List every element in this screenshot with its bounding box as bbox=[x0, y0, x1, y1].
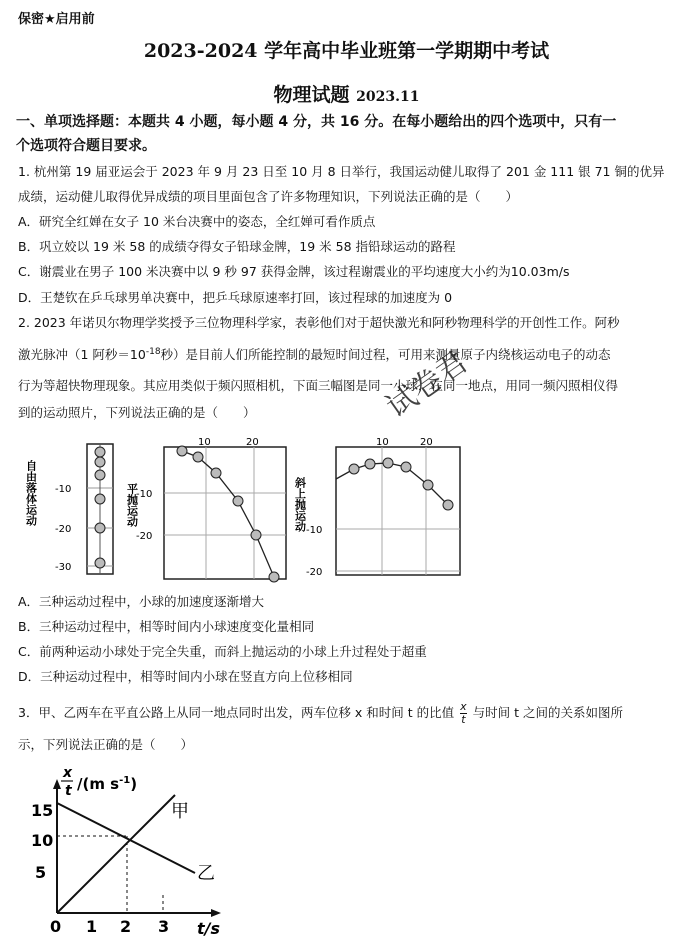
q3-graph bbox=[25, 765, 240, 937]
fig3-tick: -10 bbox=[306, 525, 323, 536]
fig3-ball bbox=[349, 464, 359, 474]
fig3-ball bbox=[423, 480, 433, 490]
q2-stem-line2a: 激光脉冲（1 阿秒＝10 bbox=[18, 347, 146, 362]
fig1-label: 自由落体运动 bbox=[24, 460, 38, 526]
exam-date: 2023.11 bbox=[356, 89, 420, 105]
fig1-tick: -30 bbox=[55, 562, 72, 573]
q2-stem-line1: 2. 2023 年诺贝尔物理学奖授予三位物理科学家，表彰他们对于超快激光和阿秒物理科学的开创性工作。阿秒 bbox=[18, 315, 620, 330]
fig2-ball bbox=[193, 452, 203, 462]
fig1-ball bbox=[95, 447, 105, 457]
q2-option-d: D．三种运动过程中，相等时间内小球在竖直方向上位移相同 bbox=[18, 669, 353, 684]
fig3-ball bbox=[365, 459, 375, 469]
fig1-tick: -10 bbox=[55, 484, 72, 495]
section-heading-line2: 个选项符合题目要求。 bbox=[16, 138, 156, 154]
q3-x-label: t/s bbox=[197, 919, 221, 938]
fig2-ball bbox=[269, 572, 279, 582]
q1-stem-line1: 1. 杭州第 19 届亚运会于 2023 年 9 月 23 日至 10 月 8 日举行，我国运动健儿取得了 201 金 111 银 71 铜的优异 bbox=[18, 164, 665, 179]
fig2-ball bbox=[211, 468, 221, 478]
fig3-ball bbox=[443, 500, 453, 510]
q2-stem-line2 bbox=[18, 345, 611, 363]
projectile-figure bbox=[125, 435, 290, 585]
section-heading-line1: 一、单项选择题：本题共 4 小题，每小题 4 分，共 16 分。在每小题给出的四个选项中，只有一 bbox=[16, 114, 617, 130]
q3-fraction bbox=[460, 701, 467, 726]
fig1-ball bbox=[95, 494, 105, 504]
fig1-ball bbox=[95, 523, 105, 533]
fig2-trajectory bbox=[182, 451, 274, 577]
q3-label-yi: 乙 bbox=[197, 863, 215, 884]
q1-option-c: C．谢震业在男子 100 米决赛中以 9 秒 97 获得金牌，该过程谢震业的平均速度大小约为10.03m/s bbox=[18, 264, 570, 279]
fig3-label: 斜上抛运动 bbox=[293, 477, 307, 532]
q1-option-d: D．王楚钦在乒乓球男单决赛中，把乒乓球原速率打回，该过程球的加速度为 0 bbox=[18, 290, 453, 305]
fig2-tick: -20 bbox=[136, 531, 153, 542]
fig2-tick: -10 bbox=[136, 489, 153, 500]
fig3-ball bbox=[401, 462, 411, 472]
watermark: 试卷君 bbox=[380, 344, 474, 426]
q3-stem-line2: 示，下列说法正确的是（ ） bbox=[18, 737, 194, 752]
q3-x-tick: 3 bbox=[158, 917, 170, 936]
q3-frac-den: t bbox=[461, 713, 466, 726]
q3-x-tick: 1 bbox=[86, 917, 98, 936]
q3-y-tick: 10 bbox=[31, 831, 54, 850]
fig2-grid bbox=[164, 447, 286, 579]
q1-option-a: A．研究全红婵在女子 10 米台决赛中的姿态，全红婵可看作质点 bbox=[18, 214, 376, 229]
q2-option-b: B．三种运动过程中，相等时间内小球速度变化量相同 bbox=[18, 619, 315, 634]
q3-frac-num: x bbox=[460, 700, 467, 713]
fig2-frame bbox=[164, 447, 286, 579]
free-fall-figure bbox=[25, 440, 115, 580]
q2-stem-line3: 行为等超快物理现象。其应用类似于频闪照相机，下面三幅图是同一小球，在同一地点，用同一频闪照相仪得 bbox=[18, 378, 619, 393]
fig1-ball bbox=[95, 470, 105, 480]
q3-stem-line1 bbox=[18, 701, 623, 726]
fig3-top-tick: 20 bbox=[420, 437, 433, 448]
q3-label-jia: 甲 bbox=[171, 801, 189, 822]
q3-stem-line1b: 与时间 t 之间的关系如图所 bbox=[472, 705, 623, 720]
q3-y-arrow bbox=[53, 779, 61, 789]
q1-stem-line2: 成绩，运动健儿取得优异成绩的项目里面包含了许多物理知识，下列说法正确的是（ ） bbox=[18, 189, 519, 204]
fig1-ball bbox=[95, 457, 105, 467]
fig2-ball bbox=[177, 446, 187, 456]
q2-option-a: A．三种运动过程中，小球的加速度逐渐增大 bbox=[18, 594, 265, 609]
fig2-label: 平抛运动 bbox=[125, 483, 139, 527]
fig2-ball bbox=[233, 496, 243, 506]
fig2-top-tick: 10 bbox=[198, 437, 211, 448]
q3-x-tick: 2 bbox=[120, 917, 132, 936]
confidential-mark: 保密★启用前 bbox=[18, 12, 95, 27]
q3-x-tick: 0 bbox=[50, 917, 62, 936]
exam-subtitle bbox=[0, 80, 693, 107]
oblique-throw-figure bbox=[293, 435, 466, 585]
q3-stem-line1a: 3．甲、乙两车在平直公路上从同一地点同时出发，两车位移 x 和时间 t 的比值 bbox=[18, 705, 455, 720]
q3-graph-frac-num: x bbox=[63, 765, 73, 781]
q3-y-tick: 5 bbox=[35, 863, 47, 882]
q3-y-tick: 15 bbox=[31, 801, 54, 820]
q2-stem-line4: 到的运动照片，下列说法正确的是（ ） bbox=[18, 405, 256, 420]
exam-title: 2023-2024 学年高中毕业班第一学期期中考试 bbox=[143, 40, 550, 62]
q3-graph-frac-den: t bbox=[65, 783, 72, 799]
q2-exponent: -18 bbox=[145, 346, 161, 357]
subject-title: 物理试题 bbox=[273, 84, 350, 106]
section-heading bbox=[16, 110, 681, 158]
fig3-tick: -20 bbox=[306, 567, 323, 578]
fig1-ball bbox=[95, 558, 105, 568]
fig2-ball bbox=[251, 530, 261, 540]
fig3-ball bbox=[383, 458, 393, 468]
q2-stem-line2b: 秒）是目前人们所能控制的最短时间过程，可用来测量原子内绕核运动电子的动态 bbox=[160, 347, 611, 362]
fig3-top-tick: 10 bbox=[376, 437, 389, 448]
q2-option-c: C．前两种运动小球处于完全失重，而斜上抛运动的小球上升过程处于超重 bbox=[18, 644, 427, 659]
q3-x-arrow bbox=[211, 909, 221, 917]
q1-option-b: B．巩立姣以 19 米 58 的成绩夺得女子铅球金牌，19 米 58 指铅球运动的路程 bbox=[18, 239, 456, 254]
q3-graph-ylabel: /(m $s^{-1}$) bbox=[77, 775, 138, 793]
fig2-top-tick: 20 bbox=[246, 437, 259, 448]
fig1-tick: -20 bbox=[55, 524, 72, 535]
